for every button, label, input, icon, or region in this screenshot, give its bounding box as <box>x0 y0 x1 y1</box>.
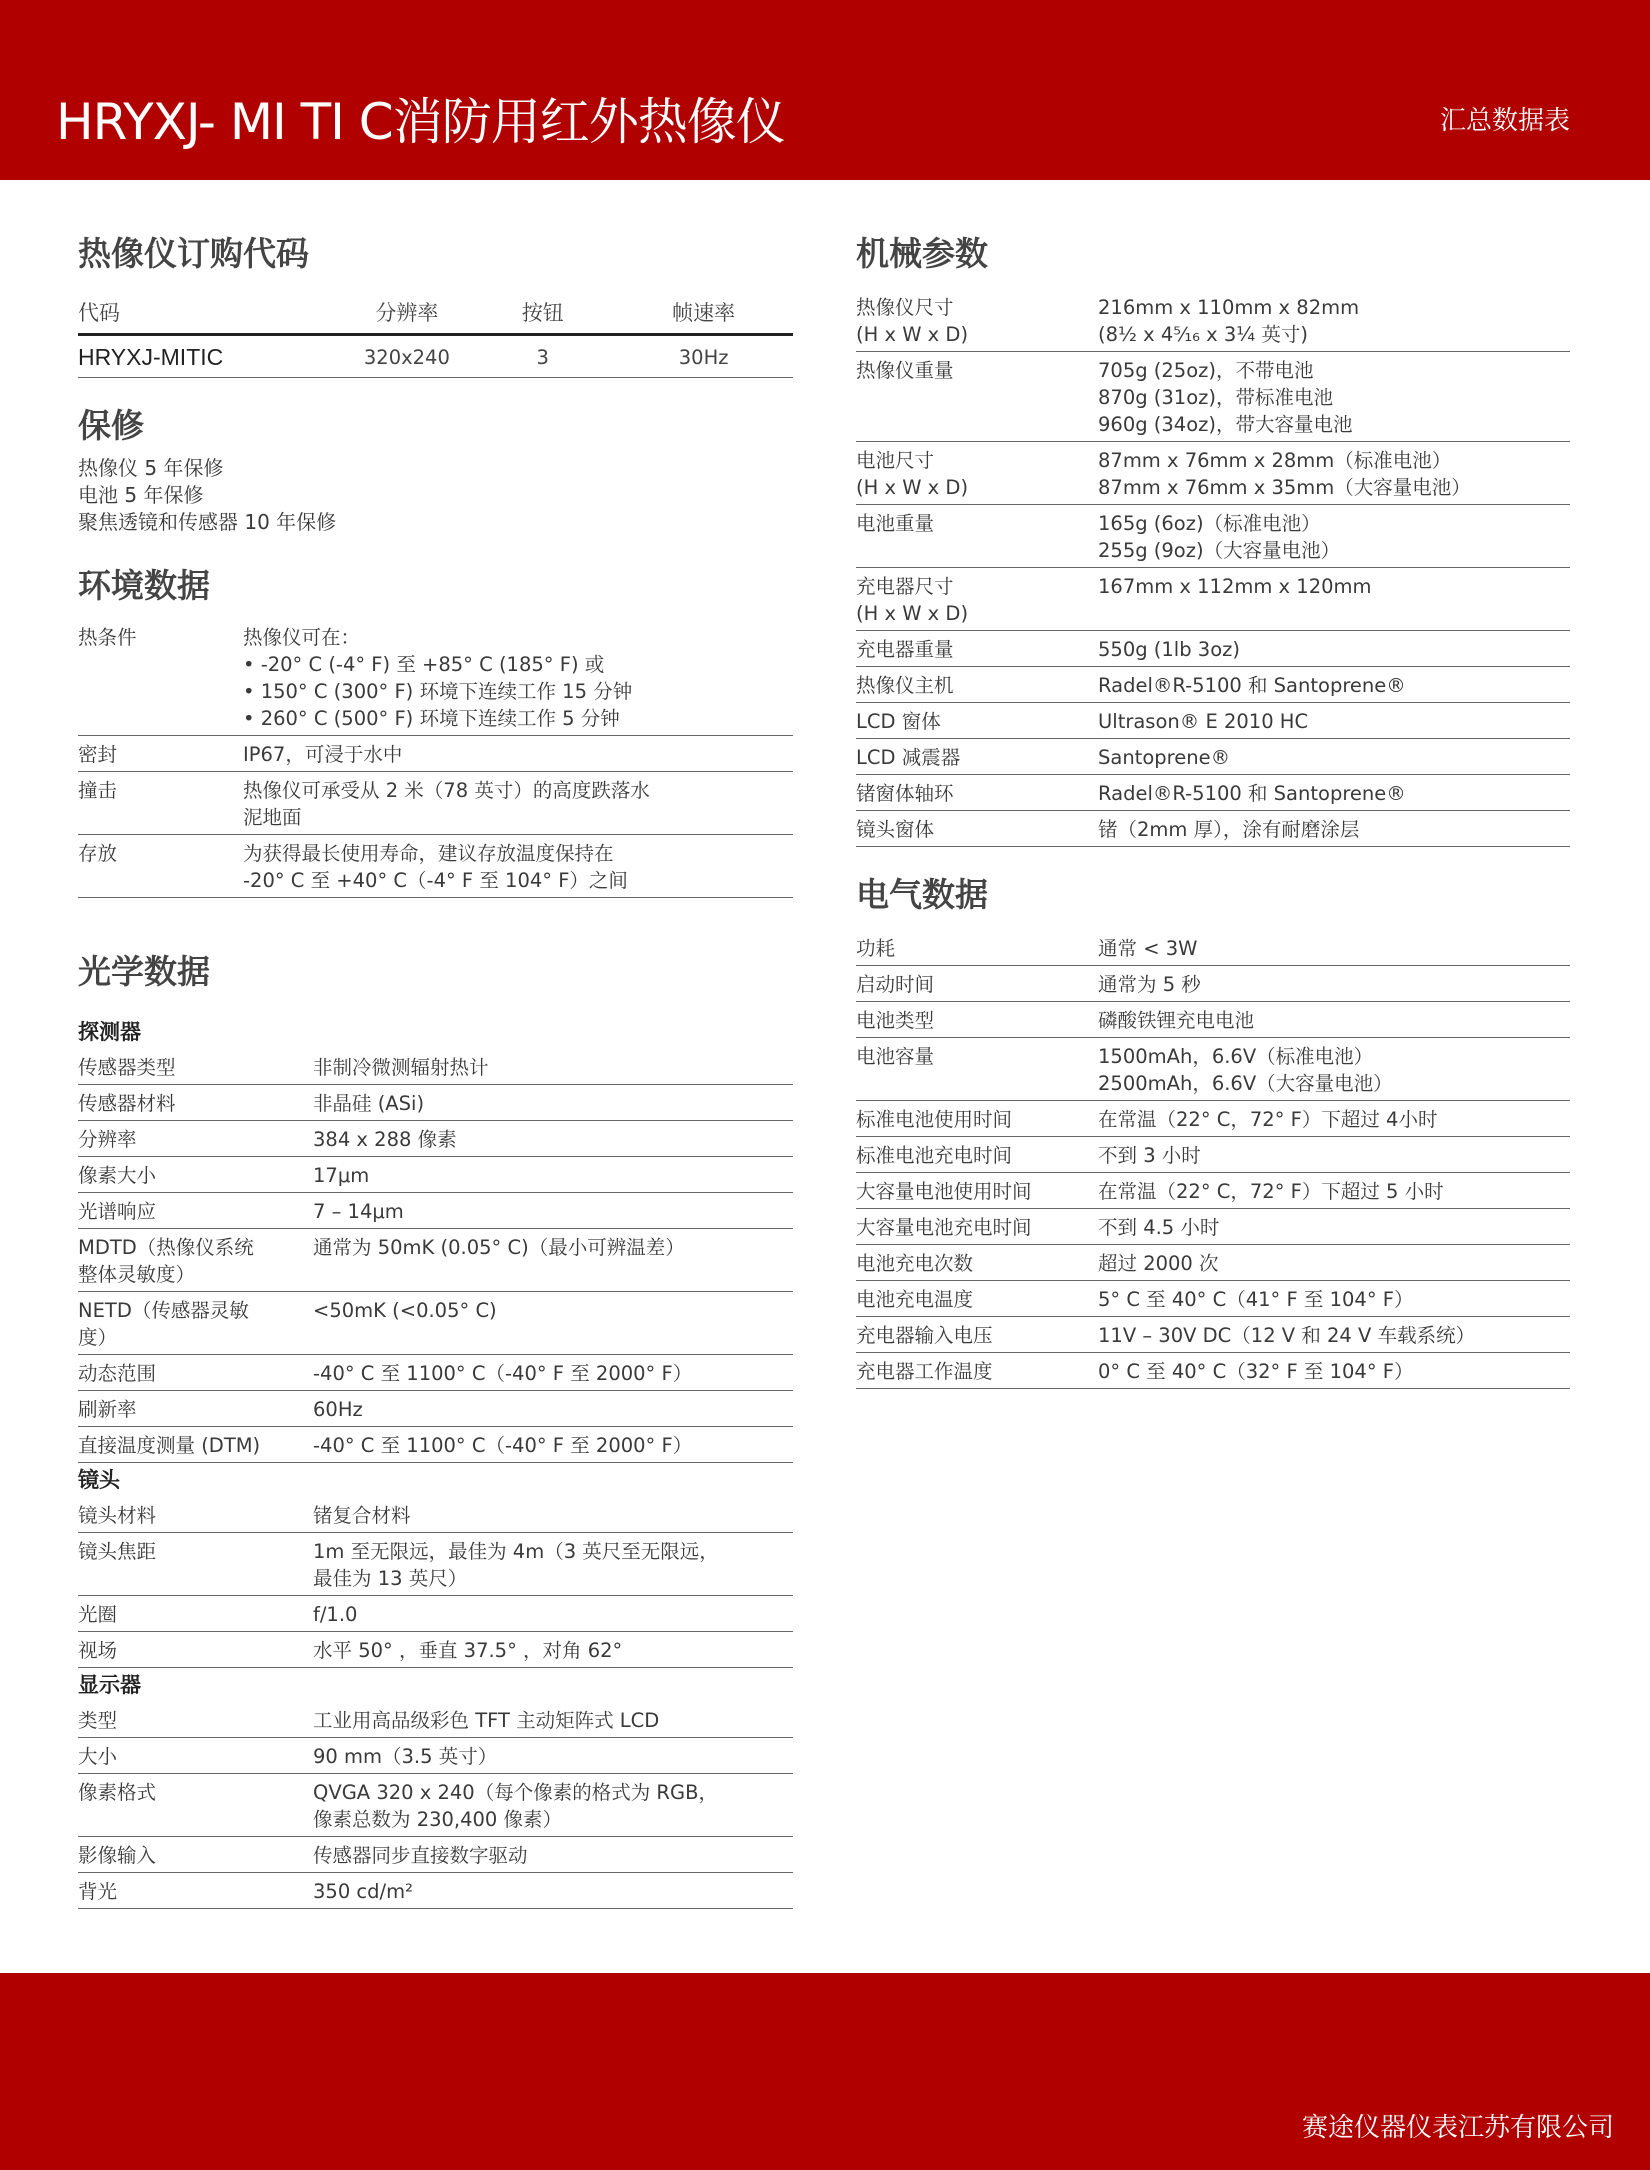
spec-label <box>78 1049 313 1085</box>
spec-label-line: 传感器材料 <box>78 1092 176 1115</box>
spec-label <box>78 1157 313 1193</box>
spec-value-line: 165g (6oz)（标准电池） <box>1098 512 1321 535</box>
spec-value-line: 锗复合材料 <box>313 1504 411 1527</box>
spec-value <box>1098 505 1570 568</box>
spec-value <box>1098 1002 1570 1038</box>
spec-label-line: 标准电池使用时间 <box>856 1108 1013 1131</box>
spec-label-line: MDTD（热像仪系统 <box>78 1236 254 1259</box>
spec-row <box>856 505 1570 568</box>
spec-label-line: 光圈 <box>78 1603 118 1626</box>
spec-label <box>78 1497 313 1533</box>
spec-label-line: 背光 <box>78 1880 118 1903</box>
spec-value-line: 60Hz <box>313 1398 363 1421</box>
spec-row <box>856 811 1570 847</box>
spec-value <box>1098 352 1570 442</box>
footer-company-name: 赛途仪器仪表江苏有限公司 <box>1301 2113 1614 2143</box>
spec-label <box>78 1391 313 1427</box>
spec-value-line: IP67，可浸于水中 <box>243 743 403 766</box>
spec-label <box>856 667 1098 703</box>
spec-row <box>856 1281 1570 1317</box>
environment-table <box>78 619 793 898</box>
spec-label <box>78 1533 313 1596</box>
mechanical-heading: 机械参数 <box>856 234 988 273</box>
environment-heading: 环境数据 <box>78 566 210 605</box>
spec-value-line: 泥地面 <box>243 806 302 829</box>
spec-row <box>78 1229 793 1292</box>
spec-value <box>313 1738 793 1774</box>
spec-row <box>78 619 793 736</box>
spec-label-line: (H x W x D) <box>856 476 969 499</box>
detector-subheading: 探测器 <box>78 1020 141 1044</box>
spec-value <box>1098 1245 1570 1281</box>
spec-value <box>1098 1137 1570 1173</box>
spec-value <box>1098 1101 1570 1137</box>
spec-label <box>78 1702 313 1738</box>
spec-label <box>78 1229 313 1292</box>
spec-row <box>78 1497 793 1533</box>
spec-label <box>856 703 1098 739</box>
spec-row <box>78 1774 793 1837</box>
spec-label <box>78 1837 313 1873</box>
spec-row <box>856 966 1570 1002</box>
spec-value-line: Santoprene® <box>1098 746 1231 769</box>
document-title: HRYXJ- MI TI C消防用红外热像仪 <box>56 93 785 151</box>
spec-label-line: 热像仪主机 <box>856 674 954 697</box>
electrical-heading: 电气数据 <box>856 875 988 914</box>
ordering-code: HRYXJ-MITIC <box>78 335 343 378</box>
spec-value-line: -40° C 至 1100° C（-40° F 至 2000° F） <box>313 1362 693 1385</box>
spec-value-line: f/1.0 <box>313 1603 358 1626</box>
spec-label <box>856 1209 1098 1245</box>
spec-value-line: 非晶硅 (ASi) <box>313 1092 425 1115</box>
spec-row <box>856 1101 1570 1137</box>
spec-label <box>856 631 1098 667</box>
spec-label <box>856 568 1098 631</box>
spec-label <box>78 1596 313 1632</box>
spec-value <box>313 1596 793 1632</box>
spec-value <box>1098 568 1570 631</box>
spec-row <box>856 568 1570 631</box>
spec-value-line: 1m 至无限远，最佳为 4m（3 英尺至无限远， <box>313 1540 719 1563</box>
spec-value-line: 1500mAh，6.6V（标准电池） <box>1098 1045 1374 1068</box>
spec-value <box>313 1632 793 1668</box>
spec-label <box>78 1774 313 1837</box>
spec-value-line: 不到 4.5 小时 <box>1098 1216 1220 1239</box>
warranty-item: 聚焦透镜和传感器 10 年保修 <box>78 510 337 534</box>
spec-row <box>78 1085 793 1121</box>
spec-value-line: 2500mAh，6.6V（大容量电池） <box>1098 1072 1393 1095</box>
right-column <box>856 228 1570 1389</box>
spec-row <box>856 442 1570 505</box>
spec-label <box>78 1355 313 1391</box>
spec-label-line: 锗窗体轴环 <box>856 782 954 805</box>
spec-label <box>78 1292 313 1355</box>
mechanical-table <box>856 289 1570 847</box>
spec-label-line: 像素大小 <box>78 1164 157 1187</box>
spec-row <box>78 1837 793 1873</box>
ordering-col-framerate: 帧速率 <box>614 295 793 335</box>
spec-row <box>78 1427 793 1463</box>
spec-value <box>313 1121 793 1157</box>
spec-label-line: 存放 <box>78 842 118 865</box>
spec-value <box>1098 811 1570 847</box>
spec-value-line: 5° C 至 40° C（41° F 至 104° F） <box>1098 1288 1414 1311</box>
warranty-list <box>78 455 793 536</box>
spec-value-line: 960g (34oz)，带大容量电池 <box>1098 413 1353 436</box>
spec-value <box>313 1837 793 1873</box>
spec-row <box>856 1002 1570 1038</box>
document-subtitle: 汇总数据表 <box>1439 106 1570 136</box>
spec-row <box>78 736 793 772</box>
warranty-heading: 保修 <box>78 406 144 445</box>
spec-label <box>78 1738 313 1774</box>
spec-value-line: 216mm x 110mm x 82mm <box>1098 296 1360 319</box>
spec-label-line: 充电器输入电压 <box>856 1324 993 1347</box>
spec-value <box>243 772 793 835</box>
spec-label <box>78 736 243 772</box>
spec-label <box>856 1317 1098 1353</box>
spec-value <box>313 1702 793 1738</box>
spec-label-line: 大容量电池充电时间 <box>856 1216 1032 1239</box>
spec-value <box>313 1533 793 1596</box>
spec-label <box>856 352 1098 442</box>
spec-label-line: 启动时间 <box>856 973 935 996</box>
spec-value-line: 167mm x 112mm x 120mm <box>1098 575 1372 598</box>
spec-label-line: 动态范围 <box>78 1362 157 1385</box>
spec-row <box>78 772 793 835</box>
spec-row <box>78 1121 793 1157</box>
spec-label <box>856 739 1098 775</box>
ordering-resolution: 320x240 <box>343 335 472 378</box>
spec-value <box>313 1049 793 1085</box>
spec-value-line: 870g (31oz)，带标准电池 <box>1098 386 1333 409</box>
spec-value <box>1098 631 1570 667</box>
spec-label <box>78 1085 313 1121</box>
left-column <box>78 228 793 1909</box>
display-subheading: 显示器 <box>78 1673 141 1697</box>
spec-row <box>856 1353 1570 1389</box>
spec-label-line: 充电器工作温度 <box>856 1360 993 1383</box>
ordering-col-buttons: 按钮 <box>471 295 614 335</box>
warranty-item: 热像仪 5 年保修 <box>78 456 224 480</box>
spec-label-line: 功耗 <box>856 937 896 960</box>
spec-value-line: 为获得最长使用寿命，建议存放温度保持在 <box>243 842 614 865</box>
spec-row <box>78 1292 793 1355</box>
spec-label-line: (H x W x D) <box>856 602 969 625</box>
spec-label-line: 度） <box>78 1326 118 1349</box>
spec-label-line: 刷新率 <box>78 1398 137 1421</box>
spec-value <box>243 736 793 772</box>
spec-row <box>856 775 1570 811</box>
ordering-col-code: 代码 <box>78 295 343 335</box>
spec-value-line: 在常温（22° C，72° F）下超过 5 小时 <box>1098 1180 1444 1203</box>
spec-label-line: 电池充电次数 <box>856 1252 974 1275</box>
spec-value-line: 传感器同步直接数字驱动 <box>313 1844 528 1867</box>
ordering-buttons: 3 <box>471 335 614 378</box>
spec-value-line: (8½ x 4⁵⁄₁₆ x 3¼ 英寸) <box>1098 323 1309 346</box>
spec-label-line: 直接温度测量 (DTM) <box>78 1434 261 1457</box>
spec-value <box>313 1085 793 1121</box>
spec-value-line: 87mm x 76mm x 35mm（大容量电池） <box>1098 476 1471 499</box>
warranty-item: 电池 5 年保修 <box>78 483 204 507</box>
spec-value <box>1098 1317 1570 1353</box>
spec-label <box>856 811 1098 847</box>
spec-value <box>313 1157 793 1193</box>
spec-value-line: 最佳为 13 英尺） <box>313 1567 468 1590</box>
detector-table <box>78 1049 793 1463</box>
spec-value <box>313 1873 793 1909</box>
spec-row <box>78 1702 793 1738</box>
spec-row <box>78 1157 793 1193</box>
spec-value-line: 255g (9oz)（大容量电池） <box>1098 539 1341 562</box>
spec-value <box>313 1229 793 1292</box>
spec-value <box>313 1193 793 1229</box>
spec-value <box>313 1391 793 1427</box>
spec-value-line: 0° C 至 40° C（32° F 至 104° F） <box>1098 1360 1414 1383</box>
ordering-row <box>78 335 793 378</box>
spec-value-line: 705g (25oz)，不带电池 <box>1098 359 1314 382</box>
spec-label <box>856 442 1098 505</box>
spec-row <box>856 289 1570 352</box>
spec-row <box>856 1137 1570 1173</box>
spec-row <box>856 1245 1570 1281</box>
spec-label <box>78 1632 313 1668</box>
spec-value <box>313 1427 793 1463</box>
spec-label-line: 大小 <box>78 1745 118 1768</box>
ordering-table <box>78 295 793 378</box>
spec-value <box>313 1774 793 1837</box>
spec-value <box>313 1355 793 1391</box>
spec-value-line: QVGA 320 x 240（每个像素的格式为 RGB， <box>313 1781 718 1804</box>
spec-label <box>856 1101 1098 1137</box>
spec-value-line: 非制冷微测辐射热计 <box>313 1056 489 1079</box>
spec-value <box>313 1497 793 1533</box>
spec-label-line: 热条件 <box>78 626 137 649</box>
spec-label <box>78 1427 313 1463</box>
spec-value <box>1098 703 1570 739</box>
lens-table <box>78 1497 793 1668</box>
spec-label <box>856 1281 1098 1317</box>
spec-label-line: 密封 <box>78 743 118 766</box>
spec-value <box>1098 442 1570 505</box>
spec-label-line: 电池尺寸 <box>856 449 935 472</box>
spec-value-line: 350 cd/m² <box>313 1880 413 1903</box>
ordering-header-row <box>78 295 793 335</box>
spec-label-line: 电池充电温度 <box>856 1288 974 1311</box>
spec-row <box>856 739 1570 775</box>
spec-value-line: -40° C 至 1100° C（-40° F 至 2000° F） <box>313 1434 693 1457</box>
spec-row <box>856 667 1570 703</box>
spec-value <box>1098 966 1570 1002</box>
spec-label-line: 光谱响应 <box>78 1200 157 1223</box>
spec-value-line: 90 mm（3.5 英寸） <box>313 1745 498 1768</box>
spec-label-line: NETD（传感器灵敏 <box>78 1299 249 1322</box>
spec-label-line: 热像仪尺寸 <box>856 296 954 319</box>
spec-label <box>856 289 1098 352</box>
spec-value-line: 通常 < 3W <box>1098 937 1198 960</box>
spec-row <box>78 1738 793 1774</box>
spec-label-line: 电池重量 <box>856 512 935 535</box>
spec-label-line: 电池容量 <box>856 1045 935 1068</box>
spec-label-line: 热像仪重量 <box>856 359 954 382</box>
spec-label-line: LCD 窗体 <box>856 710 941 733</box>
spec-value <box>1098 289 1570 352</box>
spec-label-line: (H x W x D) <box>856 323 969 346</box>
spec-value-line: • 260° C (500° F) 环境下连续工作 5 分钟 <box>243 707 620 730</box>
spec-value <box>1098 1281 1570 1317</box>
spec-row <box>856 352 1570 442</box>
spec-value <box>243 619 793 736</box>
spec-row <box>856 631 1570 667</box>
spec-label <box>856 1002 1098 1038</box>
spec-row <box>78 1049 793 1085</box>
spec-value-line: 通常为 5 秒 <box>1098 973 1201 996</box>
spec-label-line: 影像输入 <box>78 1844 157 1867</box>
spec-value <box>1098 775 1570 811</box>
spec-label <box>856 1137 1098 1173</box>
spec-row <box>78 835 793 898</box>
spec-value-line: 通常为 50mK (0.05° C)（最小可辨温差） <box>313 1236 685 1259</box>
ordering-framerate: 30Hz <box>614 335 793 378</box>
spec-value-line: 87mm x 76mm x 28mm（标准电池） <box>1098 449 1452 472</box>
spec-value-line: -20° C 至 +40° C（-4° F 至 104° F）之间 <box>243 869 628 892</box>
spec-value <box>1098 1038 1570 1101</box>
spec-row <box>856 703 1570 739</box>
spec-value-line: <50mK (<0.05° C) <box>313 1299 497 1322</box>
spec-label <box>78 619 243 736</box>
spec-value-line: Radel®R-5100 和 Santoprene® <box>1098 674 1406 697</box>
spec-row <box>856 1209 1570 1245</box>
spec-label <box>856 775 1098 811</box>
spec-label-line: 类型 <box>78 1709 118 1732</box>
spec-label-line: 镜头窗体 <box>856 818 935 841</box>
spec-label-line: 大容量电池使用时间 <box>856 1180 1032 1203</box>
display-table <box>78 1702 793 1909</box>
spec-label <box>78 772 243 835</box>
spec-value-line: 磷酸铁锂充电电池 <box>1098 1009 1255 1032</box>
spec-label-line: LCD 减震器 <box>856 746 961 769</box>
electrical-table <box>856 930 1570 1389</box>
lens-subheading: 镜头 <box>78 1468 120 1492</box>
spec-value-line: 不到 3 小时 <box>1098 1144 1201 1167</box>
spec-value-line: 热像仪可在： <box>243 626 361 649</box>
spec-value-line: • 150° C (300° F) 环境下连续工作 15 分钟 <box>243 680 633 703</box>
spec-value <box>1098 1353 1570 1389</box>
spec-value-line: 384 x 288 像素 <box>313 1128 457 1151</box>
ordering-heading: 热像仪订购代码 <box>78 234 309 273</box>
spec-row <box>856 1173 1570 1209</box>
spec-value <box>1098 739 1570 775</box>
spec-label <box>78 1121 313 1157</box>
spec-value <box>1098 930 1570 966</box>
spec-label <box>856 966 1098 1002</box>
spec-value <box>1098 1173 1570 1209</box>
spec-value-line: 水平 50° ，垂直 37.5° ，对角 62° <box>313 1639 623 1662</box>
spec-value <box>243 835 793 898</box>
spec-label <box>856 1173 1098 1209</box>
spec-value-line: Radel®R-5100 和 Santoprene® <box>1098 782 1406 805</box>
spec-value-line: 锗（2mm 厚），涂有耐磨涂层 <box>1098 818 1360 841</box>
spec-value-line: Ultrason® E 2010 HC <box>1098 710 1309 733</box>
spec-label-line: 像素格式 <box>78 1781 157 1804</box>
spec-row <box>78 1632 793 1668</box>
spec-label-line: 视场 <box>78 1639 118 1662</box>
spec-label-line: 分辨率 <box>78 1128 137 1151</box>
spec-label <box>856 1245 1098 1281</box>
spec-label-line: 镜头材料 <box>78 1504 157 1527</box>
spec-row <box>78 1873 793 1909</box>
spec-label <box>78 1873 313 1909</box>
spec-row <box>78 1391 793 1427</box>
spec-label-line: 整体灵敏度） <box>78 1263 196 1286</box>
spec-label-line: 撞击 <box>78 779 118 802</box>
ordering-col-resolution: 分辨率 <box>343 295 472 335</box>
spec-row <box>856 1317 1570 1353</box>
spec-label-line: 充电器重量 <box>856 638 954 661</box>
spec-label <box>856 1038 1098 1101</box>
spec-value-line: 17μm <box>313 1164 370 1187</box>
spec-label-line: 电池类型 <box>856 1009 935 1032</box>
spec-value-line: 在常温（22° C，72° F）下超过 4小时 <box>1098 1108 1438 1131</box>
spec-value <box>1098 667 1570 703</box>
spec-label <box>78 835 243 898</box>
spec-label <box>856 1353 1098 1389</box>
spec-row <box>78 1596 793 1632</box>
spec-value-line: 11V – 30V DC（12 V 和 24 V 车载系统） <box>1098 1324 1476 1347</box>
spec-label-line: 镜头焦距 <box>78 1540 157 1563</box>
spec-value-line: 超过 2000 次 <box>1098 1252 1219 1275</box>
spec-value-line: 工业用高品级彩色 TFT 主动矩阵式 LCD <box>313 1709 660 1732</box>
spec-value-line: 像素总数为 230,400 像素） <box>313 1808 563 1831</box>
spec-label <box>856 930 1098 966</box>
spec-value <box>1098 1209 1570 1245</box>
spec-row <box>78 1533 793 1596</box>
spec-value-line: 热像仪可承受从 2 米（78 英寸）的高度跌落水 <box>243 779 650 802</box>
spec-label <box>856 505 1098 568</box>
spec-row <box>856 930 1570 966</box>
spec-label-line: 充电器尺寸 <box>856 575 954 598</box>
spec-value-line: 550g (1lb 3oz) <box>1098 638 1240 661</box>
spec-value <box>313 1292 793 1355</box>
optics-heading: 光学数据 <box>78 952 210 991</box>
spec-row <box>78 1193 793 1229</box>
spec-row <box>78 1355 793 1391</box>
spec-value-line: • -20° C (-4° F) 至 +85° C (185° F) 或 <box>243 653 605 676</box>
spec-label-line: 标准电池充电时间 <box>856 1144 1013 1167</box>
spec-value-line: 7 – 14μm <box>313 1200 404 1223</box>
spec-label-line: 传感器类型 <box>78 1056 176 1079</box>
spec-label <box>78 1193 313 1229</box>
spec-row <box>856 1038 1570 1101</box>
